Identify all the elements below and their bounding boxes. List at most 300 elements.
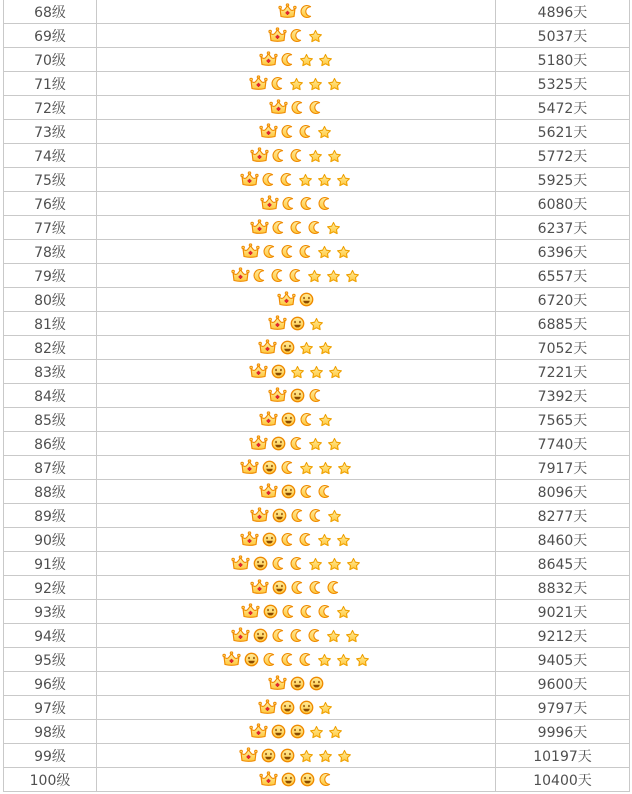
- star-icon: [317, 173, 332, 187]
- star-icon: [318, 341, 333, 355]
- icons-cell: [97, 336, 496, 360]
- crown-icon: [249, 723, 268, 740]
- level-cell: 75级: [4, 168, 97, 192]
- icon-group: [97, 480, 495, 503]
- icon-group: [97, 720, 495, 743]
- moon-icon: [308, 579, 324, 596]
- table-row: [4, 576, 630, 600]
- star-icon: [307, 269, 322, 283]
- sun-icon: [308, 675, 325, 692]
- days-cell: 8645天: [496, 552, 630, 576]
- star-icon: [308, 77, 323, 91]
- moon-icon: [290, 579, 306, 596]
- icon-group: [97, 504, 495, 527]
- moon-icon: [307, 219, 323, 236]
- level-cell: 73级: [4, 120, 97, 144]
- moon-icon: [281, 195, 297, 212]
- moon-icon: [317, 483, 333, 500]
- icon-group: [97, 120, 495, 143]
- star-icon: [317, 125, 332, 139]
- level-cell: 80级: [4, 288, 97, 312]
- moon-icon: [289, 147, 305, 164]
- moon-icon: [307, 627, 323, 644]
- days-cell: 7221天: [496, 360, 630, 384]
- star-icon: [327, 149, 342, 163]
- moon-icon: [318, 771, 334, 788]
- moon-icon: [280, 243, 296, 260]
- moon-icon: [298, 651, 314, 668]
- sun-icon: [298, 291, 315, 308]
- icons-cell: [97, 48, 496, 72]
- crown-icon: [268, 387, 287, 404]
- icons-cell: [97, 24, 496, 48]
- level-cell: 95级: [4, 648, 97, 672]
- icon-group: [97, 624, 495, 647]
- table-row: [4, 384, 630, 408]
- star-icon: [336, 533, 351, 547]
- star-icon: [318, 701, 333, 715]
- table-row: [4, 216, 630, 240]
- days-cell: 9996天: [496, 720, 630, 744]
- icons-cell: [97, 384, 496, 408]
- icons-cell: [97, 72, 496, 96]
- sun-icon: [289, 387, 306, 404]
- table-body: [4, 0, 630, 792]
- level-cell: 97级: [4, 696, 97, 720]
- days-cell: 5472天: [496, 96, 630, 120]
- moon-icon: [289, 27, 305, 44]
- icon-group: [97, 600, 495, 623]
- days-cell: 9600天: [496, 672, 630, 696]
- moon-icon: [298, 243, 314, 260]
- sun-icon: [243, 651, 260, 668]
- level-cell: 68级: [4, 0, 97, 24]
- moon-icon: [271, 627, 287, 644]
- moon-icon: [326, 579, 342, 596]
- table-row: [4, 0, 630, 24]
- level-cell: 70级: [4, 48, 97, 72]
- crown-icon: [259, 51, 278, 68]
- icon-group: [97, 408, 495, 431]
- level-cell: 94级: [4, 624, 97, 648]
- crown-icon: [231, 627, 250, 644]
- icon-group: [97, 168, 495, 191]
- moon-icon: [317, 195, 333, 212]
- crown-icon: [231, 267, 250, 284]
- table-row: [4, 456, 630, 480]
- icons-cell: [97, 144, 496, 168]
- moon-icon: [289, 627, 305, 644]
- crown-icon: [250, 147, 269, 164]
- moon-icon: [280, 651, 296, 668]
- icon-group: [97, 744, 495, 767]
- crown-icon: [241, 603, 260, 620]
- level-cell: 88级: [4, 480, 97, 504]
- sun-icon: [262, 603, 279, 620]
- table-row: [4, 336, 630, 360]
- icons-cell: [97, 120, 496, 144]
- moon-icon: [299, 411, 315, 428]
- level-cell: 98级: [4, 720, 97, 744]
- level-cell: 92级: [4, 576, 97, 600]
- sun-icon: [252, 627, 269, 644]
- icon-group: [97, 360, 495, 383]
- icons-cell: [97, 240, 496, 264]
- days-cell: 6720天: [496, 288, 630, 312]
- icons-cell: [97, 432, 496, 456]
- sun-icon: [289, 723, 306, 740]
- moon-icon: [298, 123, 314, 140]
- sun-icon: [261, 459, 278, 476]
- moon-icon: [280, 531, 296, 548]
- icon-group: [97, 288, 495, 311]
- star-icon: [317, 653, 332, 667]
- moon-icon: [299, 3, 315, 20]
- sun-icon: [280, 771, 297, 788]
- crown-icon: [260, 195, 279, 212]
- table-row: [4, 192, 630, 216]
- level-cell: 87级: [4, 456, 97, 480]
- icon-group: [97, 672, 495, 695]
- star-icon: [318, 413, 333, 427]
- level-cell: 85级: [4, 408, 97, 432]
- icons-cell: [97, 480, 496, 504]
- table-row: [4, 552, 630, 576]
- sun-icon: [279, 339, 296, 356]
- crown-icon: [249, 435, 268, 452]
- crown-icon: [240, 171, 259, 188]
- crown-icon: [259, 411, 278, 428]
- crown-icon: [240, 459, 259, 476]
- crown-icon: [240, 531, 259, 548]
- sun-icon: [260, 747, 277, 764]
- level-cell: 71级: [4, 72, 97, 96]
- table-row: [4, 144, 630, 168]
- crown-icon: [259, 771, 278, 788]
- star-icon: [326, 269, 341, 283]
- star-icon: [318, 461, 333, 475]
- level-cell: 78级: [4, 240, 97, 264]
- icon-group: [97, 0, 495, 23]
- icons-cell: [97, 456, 496, 480]
- icons-cell: [97, 360, 496, 384]
- icons-cell: [97, 768, 496, 792]
- days-cell: 9797天: [496, 696, 630, 720]
- icon-group: [97, 768, 495, 791]
- moon-icon: [270, 75, 286, 92]
- crown-icon: [259, 483, 278, 500]
- level-cell: 72级: [4, 96, 97, 120]
- table-row: [4, 264, 630, 288]
- icons-cell: [97, 576, 496, 600]
- table-row: [4, 432, 630, 456]
- icons-cell: [97, 528, 496, 552]
- table-row: [4, 648, 630, 672]
- icon-group: [97, 24, 495, 47]
- star-icon: [345, 269, 360, 283]
- table-row: [4, 24, 630, 48]
- icon-group: [97, 648, 495, 671]
- star-icon: [327, 77, 342, 91]
- star-icon: [299, 53, 314, 67]
- days-cell: 4896天: [496, 0, 630, 24]
- star-icon: [290, 365, 305, 379]
- icons-cell: [97, 744, 496, 768]
- table-row: [4, 408, 630, 432]
- icon-group: [97, 336, 495, 359]
- table-row: [4, 240, 630, 264]
- icons-cell: [97, 624, 496, 648]
- crown-icon: [268, 27, 287, 44]
- moon-icon: [280, 123, 296, 140]
- icons-cell: [97, 168, 496, 192]
- icon-group: [97, 144, 495, 167]
- moon-icon: [280, 459, 296, 476]
- level-cell: 100级: [4, 768, 97, 792]
- star-icon: [327, 557, 342, 571]
- icon-group: [97, 576, 495, 599]
- table-row: [4, 48, 630, 72]
- icon-group: [97, 432, 495, 455]
- star-icon: [317, 533, 332, 547]
- moon-icon: [289, 555, 305, 572]
- level-cell: 84级: [4, 384, 97, 408]
- level-cell: 82级: [4, 336, 97, 360]
- icon-group: [97, 456, 495, 479]
- crown-icon: [249, 363, 268, 380]
- table-row: [4, 480, 630, 504]
- icons-cell: [97, 720, 496, 744]
- table-row: [4, 624, 630, 648]
- level-cell: 76级: [4, 192, 97, 216]
- moon-icon: [279, 171, 295, 188]
- table-row: [4, 168, 630, 192]
- sun-icon: [261, 531, 278, 548]
- days-cell: 7740天: [496, 432, 630, 456]
- table-row: [4, 120, 630, 144]
- star-icon: [308, 557, 323, 571]
- moon-icon: [299, 195, 315, 212]
- level-cell: 86级: [4, 432, 97, 456]
- level-cell: 69级: [4, 24, 97, 48]
- days-cell: 9405天: [496, 648, 630, 672]
- table-row: [4, 720, 630, 744]
- star-icon: [308, 437, 323, 451]
- level-cell: 89级: [4, 504, 97, 528]
- star-icon: [309, 365, 324, 379]
- sun-icon: [289, 315, 306, 332]
- sun-icon: [252, 555, 269, 572]
- sun-icon: [279, 699, 296, 716]
- crown-icon: [268, 675, 287, 692]
- star-icon: [326, 221, 341, 235]
- sun-icon: [280, 483, 297, 500]
- days-cell: 8096天: [496, 480, 630, 504]
- moon-icon: [290, 99, 306, 116]
- icon-group: [97, 528, 495, 551]
- level-cell: 99级: [4, 744, 97, 768]
- star-icon: [336, 653, 351, 667]
- moon-icon: [299, 483, 315, 500]
- days-cell: 6237天: [496, 216, 630, 240]
- crown-icon: [278, 3, 297, 20]
- level-cell: 91级: [4, 552, 97, 576]
- icons-cell: [97, 0, 496, 24]
- icons-cell: [97, 312, 496, 336]
- moon-icon: [252, 267, 268, 284]
- star-icon: [308, 29, 323, 43]
- level-cell: 77级: [4, 216, 97, 240]
- moon-icon: [289, 435, 305, 452]
- star-icon: [355, 653, 370, 667]
- icon-group: [97, 696, 495, 719]
- days-cell: 5621天: [496, 120, 630, 144]
- table-row: [4, 528, 630, 552]
- crown-icon: [269, 99, 288, 116]
- icons-cell: [97, 96, 496, 120]
- moon-icon: [271, 219, 287, 236]
- crown-icon: [250, 507, 269, 524]
- moon-icon: [288, 267, 304, 284]
- days-cell: 6885天: [496, 312, 630, 336]
- moon-icon: [262, 243, 278, 260]
- star-icon: [327, 437, 342, 451]
- star-icon: [336, 245, 351, 259]
- sun-icon: [271, 579, 288, 596]
- crown-icon: [241, 243, 260, 260]
- table-row: [4, 288, 630, 312]
- days-cell: 9212天: [496, 624, 630, 648]
- crown-icon: [277, 291, 296, 308]
- table-row: [4, 696, 630, 720]
- table-row: [4, 504, 630, 528]
- table-row: [4, 72, 630, 96]
- icon-group: [97, 384, 495, 407]
- table-row: [4, 672, 630, 696]
- days-cell: 7392天: [496, 384, 630, 408]
- crown-icon: [259, 123, 278, 140]
- days-cell: 6557天: [496, 264, 630, 288]
- days-cell: 10197天: [496, 744, 630, 768]
- level-cell: 79级: [4, 264, 97, 288]
- icon-group: [97, 192, 495, 215]
- sun-icon: [270, 435, 287, 452]
- days-cell: 5925天: [496, 168, 630, 192]
- level-cell: 93级: [4, 600, 97, 624]
- crown-icon: [258, 699, 277, 716]
- days-cell: 10400天: [496, 768, 630, 792]
- star-icon: [346, 557, 361, 571]
- table-row: [4, 744, 630, 768]
- crown-icon: [239, 747, 258, 764]
- moon-icon: [317, 603, 333, 620]
- star-icon: [309, 317, 324, 331]
- days-cell: 5772天: [496, 144, 630, 168]
- star-icon: [308, 149, 323, 163]
- star-icon: [317, 245, 332, 259]
- crown-icon: [249, 75, 268, 92]
- days-cell: 6396天: [496, 240, 630, 264]
- sun-icon: [270, 723, 287, 740]
- icons-cell: [97, 192, 496, 216]
- moon-icon: [289, 219, 305, 236]
- icons-cell: [97, 552, 496, 576]
- days-cell: 7565天: [496, 408, 630, 432]
- star-icon: [328, 725, 343, 739]
- table-row: [4, 96, 630, 120]
- crown-icon: [250, 219, 269, 236]
- star-icon: [336, 173, 351, 187]
- level-cell: 90级: [4, 528, 97, 552]
- level-cell: 83级: [4, 360, 97, 384]
- icons-cell: [97, 216, 496, 240]
- icons-cell: [97, 408, 496, 432]
- table-row: [4, 768, 630, 792]
- qq-level-table: [3, 0, 630, 792]
- days-cell: 8277天: [496, 504, 630, 528]
- level-cell: 81级: [4, 312, 97, 336]
- star-icon: [299, 749, 314, 763]
- sun-icon: [280, 411, 297, 428]
- sun-icon: [299, 771, 316, 788]
- icons-cell: [97, 672, 496, 696]
- icons-cell: [97, 264, 496, 288]
- crown-icon: [250, 579, 269, 596]
- level-cell: 74级: [4, 144, 97, 168]
- days-cell: 7052天: [496, 336, 630, 360]
- moon-icon: [298, 531, 314, 548]
- sun-icon: [298, 699, 315, 716]
- icon-group: [97, 216, 495, 239]
- star-icon: [318, 749, 333, 763]
- star-icon: [328, 365, 343, 379]
- icon-group: [97, 264, 495, 287]
- crown-icon: [268, 315, 287, 332]
- star-icon: [299, 461, 314, 475]
- days-cell: 9021天: [496, 600, 630, 624]
- star-icon: [337, 749, 352, 763]
- star-icon: [337, 461, 352, 475]
- days-cell: 5325天: [496, 72, 630, 96]
- moon-icon: [262, 651, 278, 668]
- days-cell: 5180天: [496, 48, 630, 72]
- days-cell: 8832天: [496, 576, 630, 600]
- crown-icon: [222, 651, 241, 668]
- moon-icon: [290, 507, 306, 524]
- sun-icon: [279, 747, 296, 764]
- sun-icon: [270, 363, 287, 380]
- level-cell: 96级: [4, 672, 97, 696]
- moon-icon: [308, 99, 324, 116]
- days-cell: 7917天: [496, 456, 630, 480]
- table-row: [4, 600, 630, 624]
- star-icon: [326, 629, 341, 643]
- moon-icon: [280, 51, 296, 68]
- moon-icon: [261, 171, 277, 188]
- star-icon: [299, 341, 314, 355]
- moon-icon: [281, 603, 297, 620]
- moon-icon: [299, 603, 315, 620]
- icons-cell: [97, 648, 496, 672]
- icon-group: [97, 48, 495, 71]
- icons-cell: [97, 696, 496, 720]
- icons-cell: [97, 600, 496, 624]
- sun-icon: [271, 507, 288, 524]
- icon-group: [97, 72, 495, 95]
- star-icon: [336, 605, 351, 619]
- days-cell: 5037天: [496, 24, 630, 48]
- days-cell: 8460天: [496, 528, 630, 552]
